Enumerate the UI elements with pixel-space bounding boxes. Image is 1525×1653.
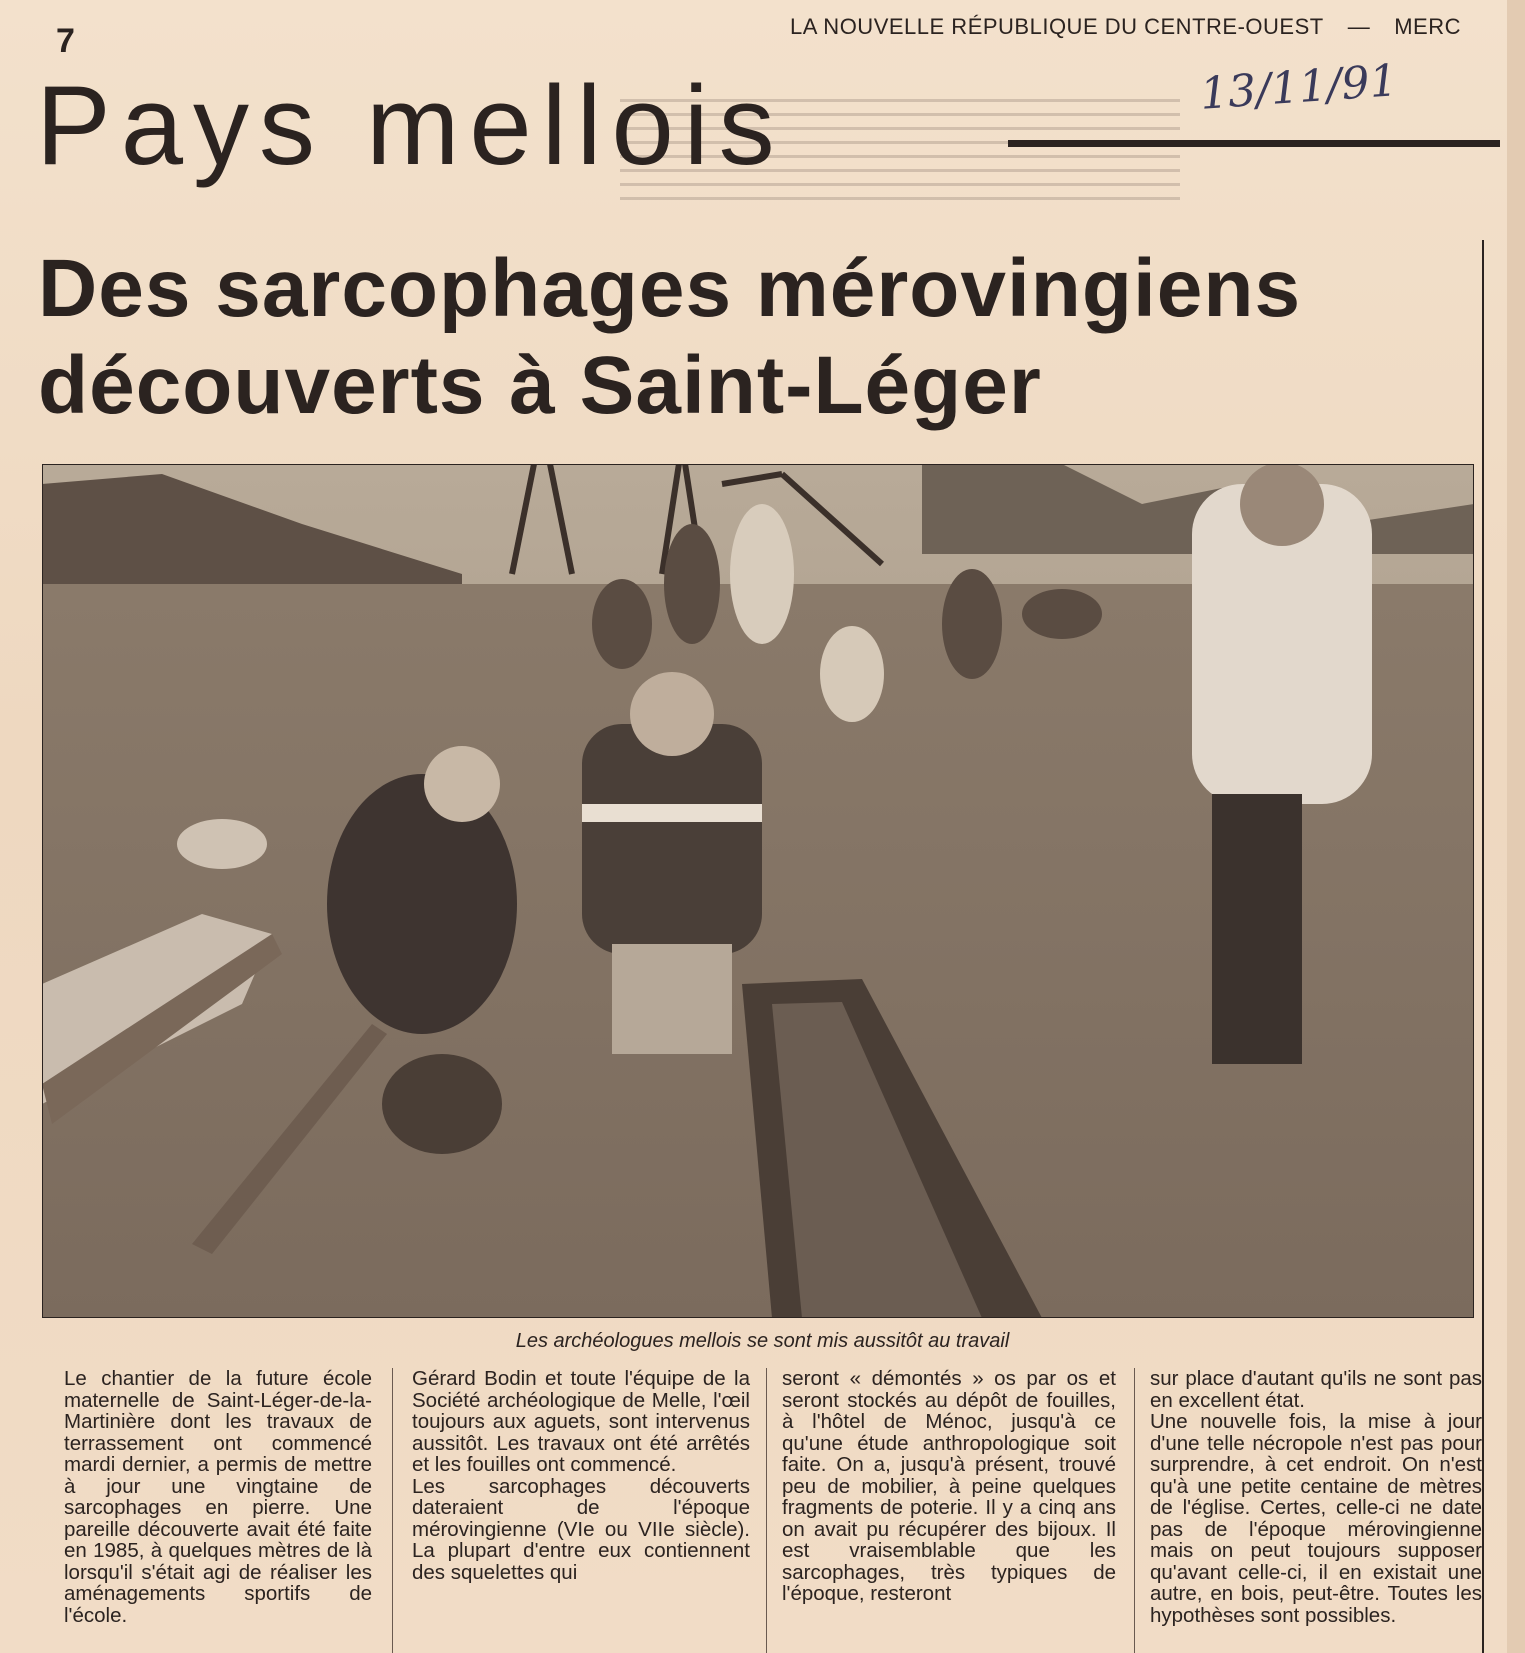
article-column-1: Le chantier de la future école maternelle de Saint-Léger-de-la-Martinière dont les travaux de terrassement ont commencé mardi dernier, a permis de mettre à jour une vingtaine de sarcophages en pierre. Une pareille découverte avait été faite en 1985, à quelques mètres de là lorsqu'il s'était agi de réaliser les aménagements sportifs de l'école.	[64, 1367, 372, 1627]
photo-illustration	[42, 464, 1474, 1318]
headline-line-2: découverts à Saint-Léger	[38, 340, 1042, 431]
article-column-4: sur place d'autant qu'ils ne sont pas en excellent état. Une nouvelle fois, la mise à jour d'une telle nécropole n'est pas pour surprendre, à cet endroit. On n'est qu'à une petite centaine de mètres de l'église. Certes, celle-ci ne date pas de l'époque mérovingienne mais on peut toujours supposer qu'avant celle-ci, il en existait une autre, en bois, peut-être. Toutes les hypothèses sont possibles.	[1150, 1367, 1482, 1627]
frame-rule	[1482, 240, 1484, 1653]
article-headline	[38, 240, 1478, 434]
article-column-2: Gérard Bodin et toute l'équipe de la Société archéologique de Melle, l'œil toujours aux aguets, sont intervenus aussitôt. Les travaux ont été arrêtés et les fouilles ont commencé. Les sarcophages découverts dateraient de l'époque mérovingienne (VIe ou VIIe siècle). La plupart d'entre eux contiennent des squelettes qui	[412, 1367, 750, 1584]
section-rule	[1008, 140, 1500, 147]
headline-line-1: Des sarcophages mérovingiens	[38, 243, 1302, 334]
page-number: 7	[56, 22, 75, 60]
column-divider	[392, 1368, 393, 1653]
excavation-photo	[42, 464, 1474, 1318]
column-divider	[766, 1368, 767, 1653]
running-head-dash: —	[1347, 14, 1371, 39]
photo-caption: Les archéologues mellois se sont mis aussitôt au travail	[515, 1330, 1010, 1352]
torn-edge	[1507, 0, 1525, 1653]
handwritten-date: 13/11/91	[1198, 55, 1400, 120]
running-head-day: MERC	[1394, 14, 1461, 39]
column-divider	[1134, 1368, 1135, 1653]
article-column-3: seront « démontés » os par os et seront stockés au dépôt de fouilles, à l'hôtel de Ménoc, jusqu'à ce qu'une étude anthropologique soit faite. On a, jusqu'à présent, trouvé peu de mobilier, à peine quelques fragments de poterie. Il y a cinq ans on avait pu récupérer des bijoux. Il est vraisemblable que les sarcophages, très typiques de l'époque, resteront	[782, 1367, 1116, 1605]
section-title: Pays mellois	[36, 63, 785, 188]
running-head	[790, 14, 1525, 40]
newspaper-name: LA NOUVELLE RÉPUBLIQUE DU CENTRE-OUEST	[790, 14, 1324, 39]
